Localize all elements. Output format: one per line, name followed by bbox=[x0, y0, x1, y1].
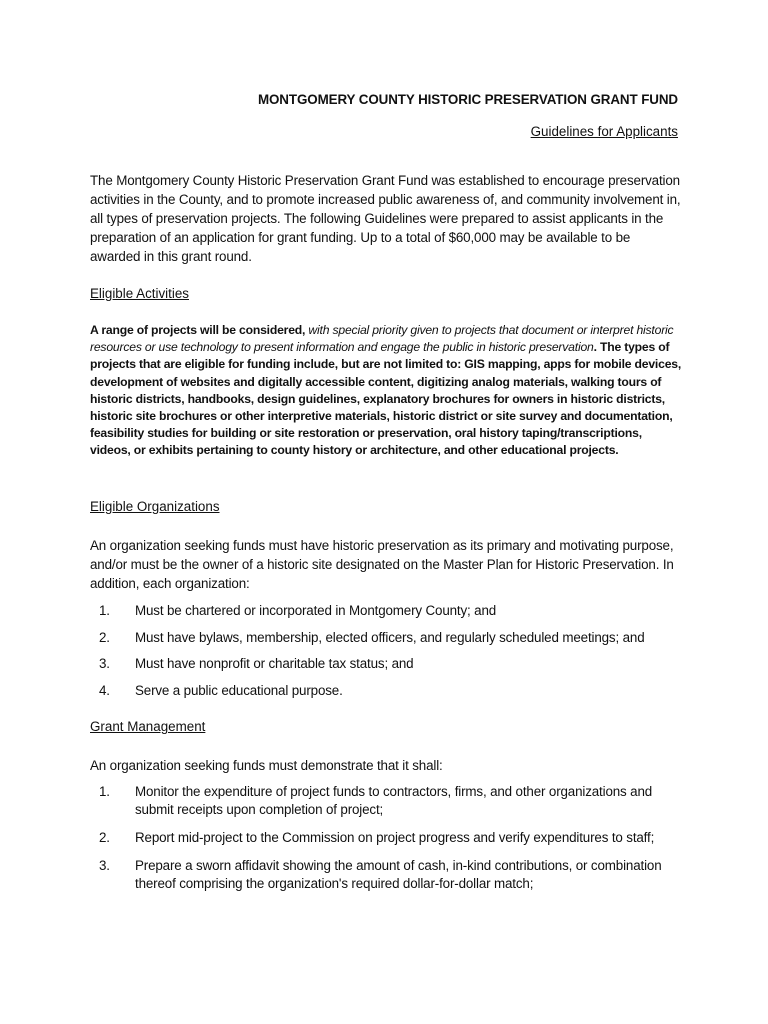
list-item: 3. Must have nonprofit or charitable tax status; and bbox=[99, 656, 414, 671]
activities-text-bold-1: A range of projects will be considered, bbox=[90, 323, 306, 337]
intro-paragraph: The Montgomery County Historic Preservation Grant Fund was established to encourage preservation activities in the County, and to promote increased public awareness of, and community involvement in, all types of preservation projects. The following Guidelines were prepared to assist applicants in the preparation of an application for grant funding. Up to a total of $60,000 may be available to be awarded in this grant round. bbox=[90, 173, 681, 264]
eligible-organizations-list bbox=[90, 602, 682, 708]
list-item: 1. Must be chartered or incorporated in Montgomery County; and bbox=[99, 603, 497, 618]
eligible-organizations-intro: An organization seeking funds must have historic preservation as its primary and motivating purpose, and/or must be the owner of a historic site designated on the Master Plan for Historic Preservation. In addition, each organization: bbox=[90, 538, 674, 591]
list-item: 2. Must have bylaws, membership, elected officers, and regularly scheduled meetings; and bbox=[99, 629, 645, 645]
list-item: 4. Serve a public educational purpose. bbox=[99, 682, 343, 698]
grant-management-list bbox=[90, 783, 682, 903]
eligible-activities-paragraph bbox=[90, 322, 682, 460]
grant-management-intro: An organization seeking funds must demonstrate that it shall: bbox=[90, 758, 443, 773]
activities-text-italic: with special priority given to projects that document or interpret historic resources or use technology to present information and engage the public in historic preservation bbox=[90, 323, 674, 355]
list-item: 2. Report mid-project to the Commission on project progress and verify expenditures to staff; bbox=[99, 830, 655, 845]
eligible-activities-heading: Eligible Activities bbox=[90, 286, 189, 301]
grant-management-heading: Grant Management bbox=[90, 719, 206, 734]
list-item: 1. Monitor the expenditure of project funds to contractors, firms, and other organizations and submit receipts upon completion of project; bbox=[99, 784, 653, 817]
document-subtitle: Guidelines for Applicants bbox=[530, 124, 678, 139]
activities-text-bold-2: . The types of projects that are eligible for funding include, but are not limited to: GIS mapping, apps for mobile devices, development of websites and digitally accessible content, digitizing analog materials, walking tours of historic districts, handbooks, design guidelines, explanatory brochures for owners in historic districts, historic site brochures or other interpretive materials, historic district or site survey and documentation, feasibility studies for building or site restoration or preservation, oral history taping/transcriptions, videos, or exhibits pertaining to county history or architecture, and other educational projects. bbox=[90, 340, 682, 458]
document-page bbox=[90, 0, 682, 1024]
eligible-organizations-heading: Eligible Organizations bbox=[90, 499, 220, 514]
list-item: 3. Prepare a sworn affidavit showing the amount of cash, in-kind contributions, or combination thereof comprising the organization's required dollar-for-dollar match; bbox=[99, 858, 662, 891]
document-title: MONTGOMERY COUNTY HISTORIC PRESERVATION GRANT FUND bbox=[257, 92, 678, 107]
